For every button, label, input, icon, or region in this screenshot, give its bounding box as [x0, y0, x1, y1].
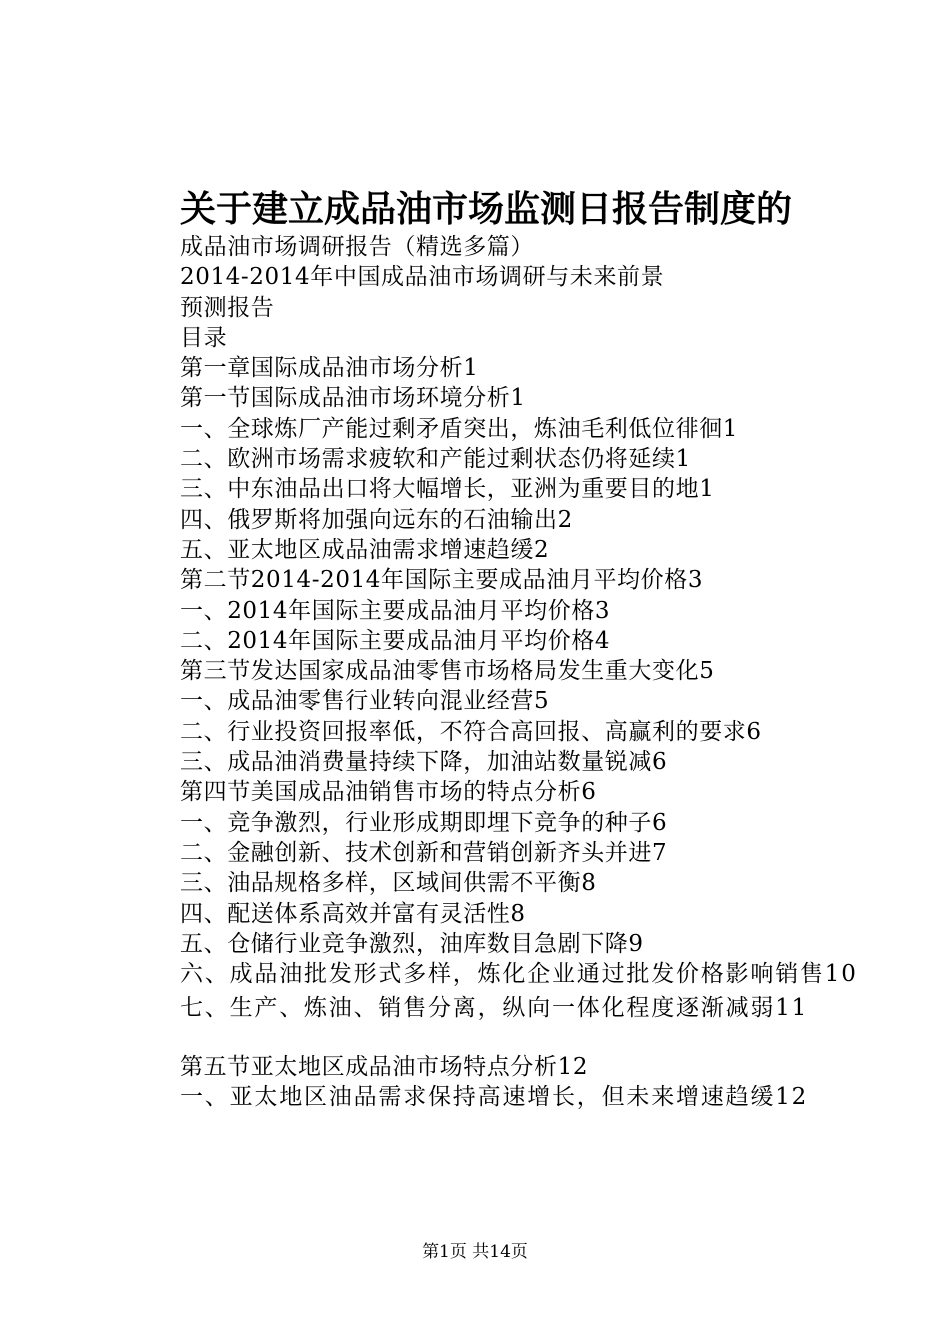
toc-item: 四、配送体系高效并富有灵活性8 [180, 900, 526, 927]
toc-item: 一、2014年国际主要成品油月平均价格3 [180, 597, 611, 624]
toc-item: 第一节国际成品油市场环境分析1 [180, 385, 526, 412]
text-line: 成品油市场调研报告（精选多篇） [180, 234, 534, 260]
toc-item: 三、成品油消费量持续下降，加油站数量锐减6 [180, 749, 668, 776]
toc-item: 一、竞争激烈，行业形成期即埋下竞争的种子6 [180, 809, 668, 836]
toc-item: 二、金融创新、技术创新和营销创新齐头并进7 [180, 839, 668, 866]
document-title: 关于建立成品油市场监测日报告制度的 [180, 189, 793, 230]
toc-item: 第一章国际成品油市场分析1 [180, 355, 479, 382]
toc-item: 二、欧洲市场需求疲软和产能过剩状态仍将延续1 [180, 446, 691, 473]
toc-item: 一、成品油零售行业转向混业经营5 [180, 688, 550, 715]
text-line: 预测报告 [180, 294, 275, 321]
toc-item: 一、全球炼厂产能过剩矛盾突出，炼油毛利低位徘徊1 [180, 415, 739, 442]
toc-item: 三、中东油品出口将大幅增长，亚洲为重要目的地1 [180, 476, 715, 503]
page-footer: 第1页 共14页 [422, 1242, 528, 1262]
blank-gap [0, 1024, 950, 1052]
toc-item: 七、生产、炼油、销售分离，纵向一体化程度逐渐减弱11 [180, 995, 809, 1022]
toc-item: 第二节2014-2014年国际主要成品油月平均价格3 [180, 567, 704, 594]
toc-item: 三、油品规格多样，区域间供需不平衡8 [180, 870, 597, 897]
document-body [0, 232, 950, 1112]
toc-item: 二、行业投资回报率低，不符合高回报、高赢利的要求6 [180, 718, 762, 745]
toc-item: 五、仓储行业竞争激烈，油库数目急剧下降9 [180, 930, 644, 957]
toc-item: 第三节发达国家成品油零售市场格局发生重大变化5 [180, 658, 715, 685]
toc-item: 第四节美国成品油销售市场的特点分析6 [180, 779, 597, 806]
toc-item: 六、成品油批发形式多样，炼化企业通过批发价格影响销售10 [180, 961, 858, 988]
toc-item: 四、俄罗斯将加强向远东的石油输出2 [180, 506, 573, 533]
toc-item: 第五节亚太地区成品油市场特点分析12 [180, 1053, 589, 1080]
text-line: 2014-2014年中国成品油市场调研与未来前景 [180, 264, 665, 291]
toc-item: 五、亚太地区成品油需求增速趋缓2 [180, 536, 550, 563]
toc-heading: 目录 [180, 324, 228, 351]
toc-item: 二、2014年国际主要成品油月平均价格4 [180, 627, 611, 654]
toc-item: 一、亚太地区油品需求保持高速增长，但未来增速趋缓12 [180, 1084, 809, 1111]
